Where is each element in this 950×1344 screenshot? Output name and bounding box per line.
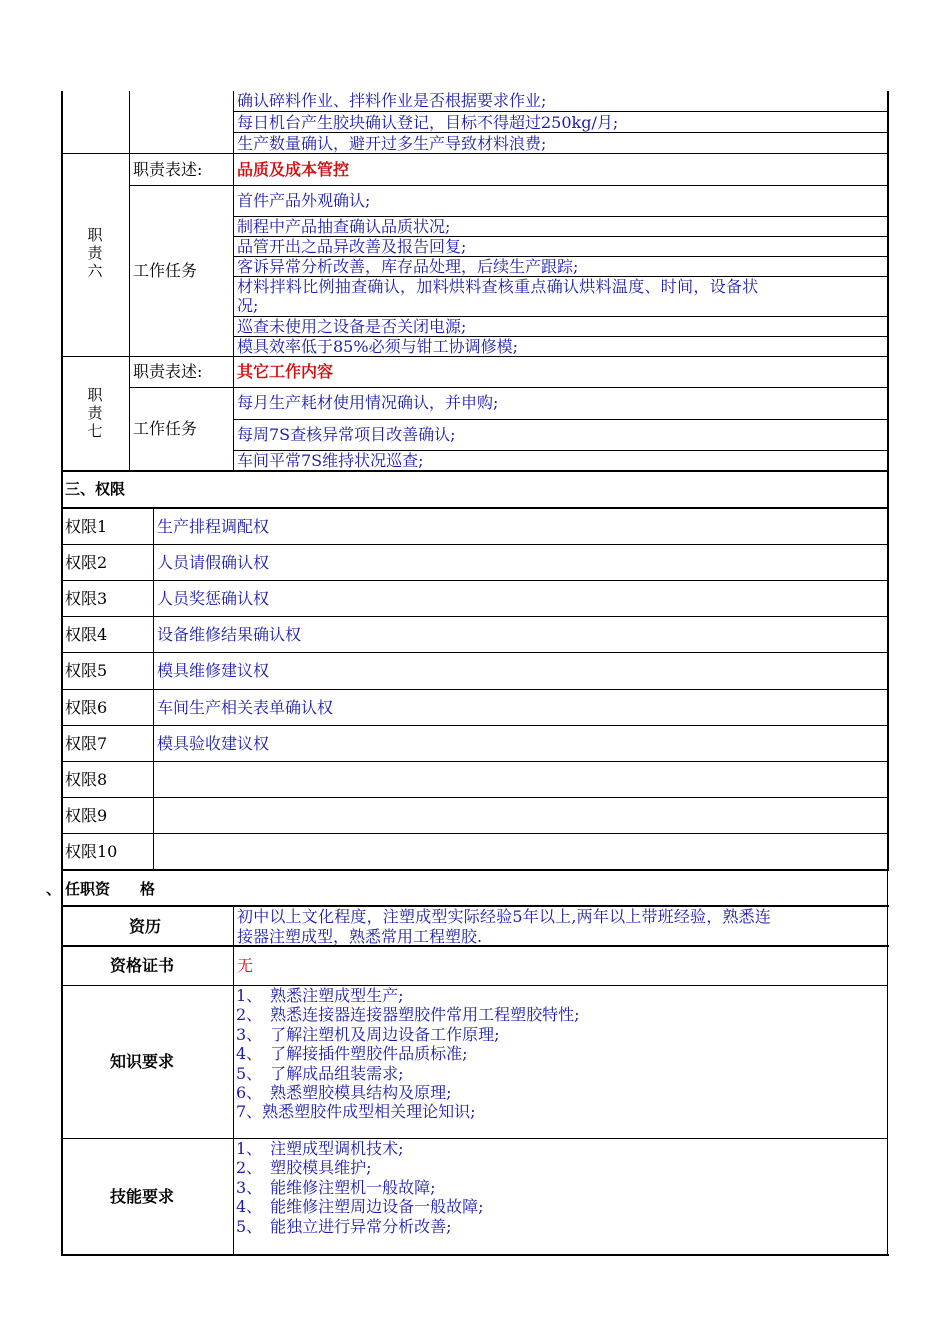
authority-value: 人员请假确认权 bbox=[157, 553, 270, 573]
authority-label: 权限10 bbox=[65, 841, 118, 861]
row-line bbox=[61, 356, 888, 357]
duty7-task-label: 工作任务 bbox=[133, 419, 198, 438]
table-border-left bbox=[61, 869, 63, 1255]
top-task-3: 生产数量确认，避开过多生产导致材料浪费; bbox=[237, 134, 547, 153]
knowledge-item: 2、 熟悉连接器连接器塑胶件常用工程塑胶特性; bbox=[236, 1005, 580, 1025]
duty7-task-3: 车间平常7S维持状况巡查; bbox=[237, 451, 424, 470]
knowledge-label: 知识要求 bbox=[110, 1052, 175, 1071]
authority-label: 权限8 bbox=[65, 769, 108, 789]
table-border-right bbox=[887, 91, 889, 471]
cert-label: 资格证书 bbox=[110, 956, 175, 975]
authority-value: 车间生产相关表单确认权 bbox=[157, 697, 334, 717]
duty6-task-1: 首件产品外观确认; bbox=[237, 191, 371, 210]
row-line bbox=[61, 833, 888, 834]
duty6-task-2: 制程中产品抽查确认品质状况; bbox=[237, 217, 451, 236]
table-border-left bbox=[61, 91, 63, 471]
row-line bbox=[61, 945, 889, 947]
authority-heading: 三、权限 bbox=[65, 480, 126, 498]
duty6-task-6: 巡查未使用之设备是否关闭电源; bbox=[237, 317, 467, 336]
education-line-2: 接器注塑成型，熟悉常用工程塑胶. bbox=[237, 927, 483, 946]
row-line bbox=[61, 544, 888, 545]
duty7-label: 职责七 bbox=[87, 386, 103, 440]
qualification-heading: 任职资 格 bbox=[65, 880, 156, 898]
row-line bbox=[61, 580, 888, 581]
row-line bbox=[61, 652, 888, 653]
duty7-desc-label: 职责表述: bbox=[133, 362, 203, 381]
row-line bbox=[61, 153, 888, 154]
skill-item: 4、 能维修注塑周边设备一般故障; bbox=[236, 1197, 484, 1217]
skill-label: 技能要求 bbox=[110, 1187, 175, 1206]
row-line bbox=[233, 111, 888, 112]
row-line bbox=[61, 797, 888, 798]
row-line bbox=[61, 616, 888, 617]
table-border-right bbox=[887, 470, 889, 870]
authority-label: 权限4 bbox=[65, 625, 108, 645]
authority-label: 权限6 bbox=[65, 697, 108, 717]
duty6-task-5: 材料拌料比例抽查确认，加料烘料查核重点确认烘料温度、时间，设备状 bbox=[237, 277, 759, 296]
authority-label: 权限9 bbox=[65, 805, 108, 825]
education-label: 资历 bbox=[129, 917, 162, 936]
col-divider bbox=[233, 906, 234, 1255]
top-task-1: 确认碎料作业、拌料作业是否根据要求作业; bbox=[237, 91, 547, 110]
row-line bbox=[129, 387, 888, 388]
duty6-label: 职责六 bbox=[87, 226, 103, 280]
skill-item: 2、 塑胶模具维护; bbox=[236, 1158, 372, 1178]
section-line bbox=[61, 507, 889, 509]
cert-value: 无 bbox=[237, 956, 254, 975]
duty6-desc: 品质及成本管控 bbox=[237, 160, 350, 179]
row-line bbox=[129, 185, 888, 186]
knowledge-item: 1、 熟悉注塑成型生产; bbox=[236, 986, 404, 1005]
top-task-2: 每日机台产生胶块确认登记，目标不得超过250kg/月; bbox=[237, 113, 619, 132]
skill-item: 1、 注塑成型调机技术; bbox=[236, 1139, 404, 1158]
row-line bbox=[61, 985, 888, 986]
duty6-task-7: 模具效率低于85%必须与钳工协调修模; bbox=[237, 337, 518, 356]
authority-label: 权限5 bbox=[65, 661, 108, 681]
authority-value: 模具验收建议权 bbox=[157, 733, 270, 753]
col-divider-2 bbox=[233, 91, 234, 471]
duty6-task-5b: 况; bbox=[237, 296, 259, 315]
authority-label: 权限2 bbox=[65, 553, 108, 573]
row-line bbox=[61, 761, 888, 762]
duty7-desc: 其它工作内容 bbox=[237, 362, 334, 381]
knowledge-item: 4、 了解接插件塑胶件品质标准; bbox=[236, 1044, 468, 1064]
authority-label: 权限1 bbox=[65, 517, 108, 536]
duty7-task-1: 每月生产耗材使用情况确认，并申购; bbox=[237, 393, 499, 412]
col-divider-1 bbox=[129, 91, 130, 471]
qualification-heading-prefix: 、 bbox=[46, 880, 62, 898]
row-line bbox=[61, 725, 888, 726]
duty7-task-2: 每周7S查核异常项目改善确认; bbox=[237, 425, 456, 444]
education-line-1: 初中以上文化程度，注塑成型实际经验5年以上,两年以上带班经验，熟悉连 bbox=[237, 907, 772, 926]
section-line bbox=[61, 470, 889, 472]
knowledge-item: 3、 了解注塑机及周边设备工作原理; bbox=[236, 1024, 500, 1044]
authority-value: 人员奖惩确认权 bbox=[157, 589, 270, 609]
section-line bbox=[61, 869, 889, 871]
knowledge-item: 5、 了解成品组装需求; bbox=[236, 1063, 404, 1083]
skill-item: 5、 能独立进行异常分析改善; bbox=[236, 1216, 452, 1236]
authority-value: 生产排程调配权 bbox=[157, 517, 270, 536]
duty6-task-3: 品管开出之品异改善及报告回复; bbox=[237, 237, 467, 256]
table-border-right bbox=[887, 869, 888, 1255]
authority-label: 权限7 bbox=[65, 733, 108, 753]
authority-value: 设备维修结果确认权 bbox=[157, 625, 302, 645]
authority-label: 权限3 bbox=[65, 589, 108, 609]
skill-item: 3、 能维修注塑机一般故障; bbox=[236, 1177, 436, 1197]
row-line bbox=[233, 132, 888, 133]
knowledge-item: 6、 熟悉塑胶模具结构及原理; bbox=[236, 1083, 452, 1102]
row-line bbox=[61, 689, 888, 690]
row-line bbox=[61, 1138, 888, 1139]
duty6-desc-label: 职责表述: bbox=[133, 160, 203, 179]
duty6-task-4: 客诉异常分析改善，库存品处理，后续生产跟踪; bbox=[237, 257, 579, 276]
duty6-task-label: 工作任务 bbox=[133, 261, 198, 280]
authority-value: 模具维修建议权 bbox=[157, 661, 270, 681]
table-border-left bbox=[61, 470, 63, 870]
knowledge-item: 7、熟悉塑胶件成型相关理论知识; bbox=[236, 1102, 476, 1122]
table-bottom-line bbox=[61, 1254, 889, 1256]
row-line bbox=[233, 419, 888, 420]
